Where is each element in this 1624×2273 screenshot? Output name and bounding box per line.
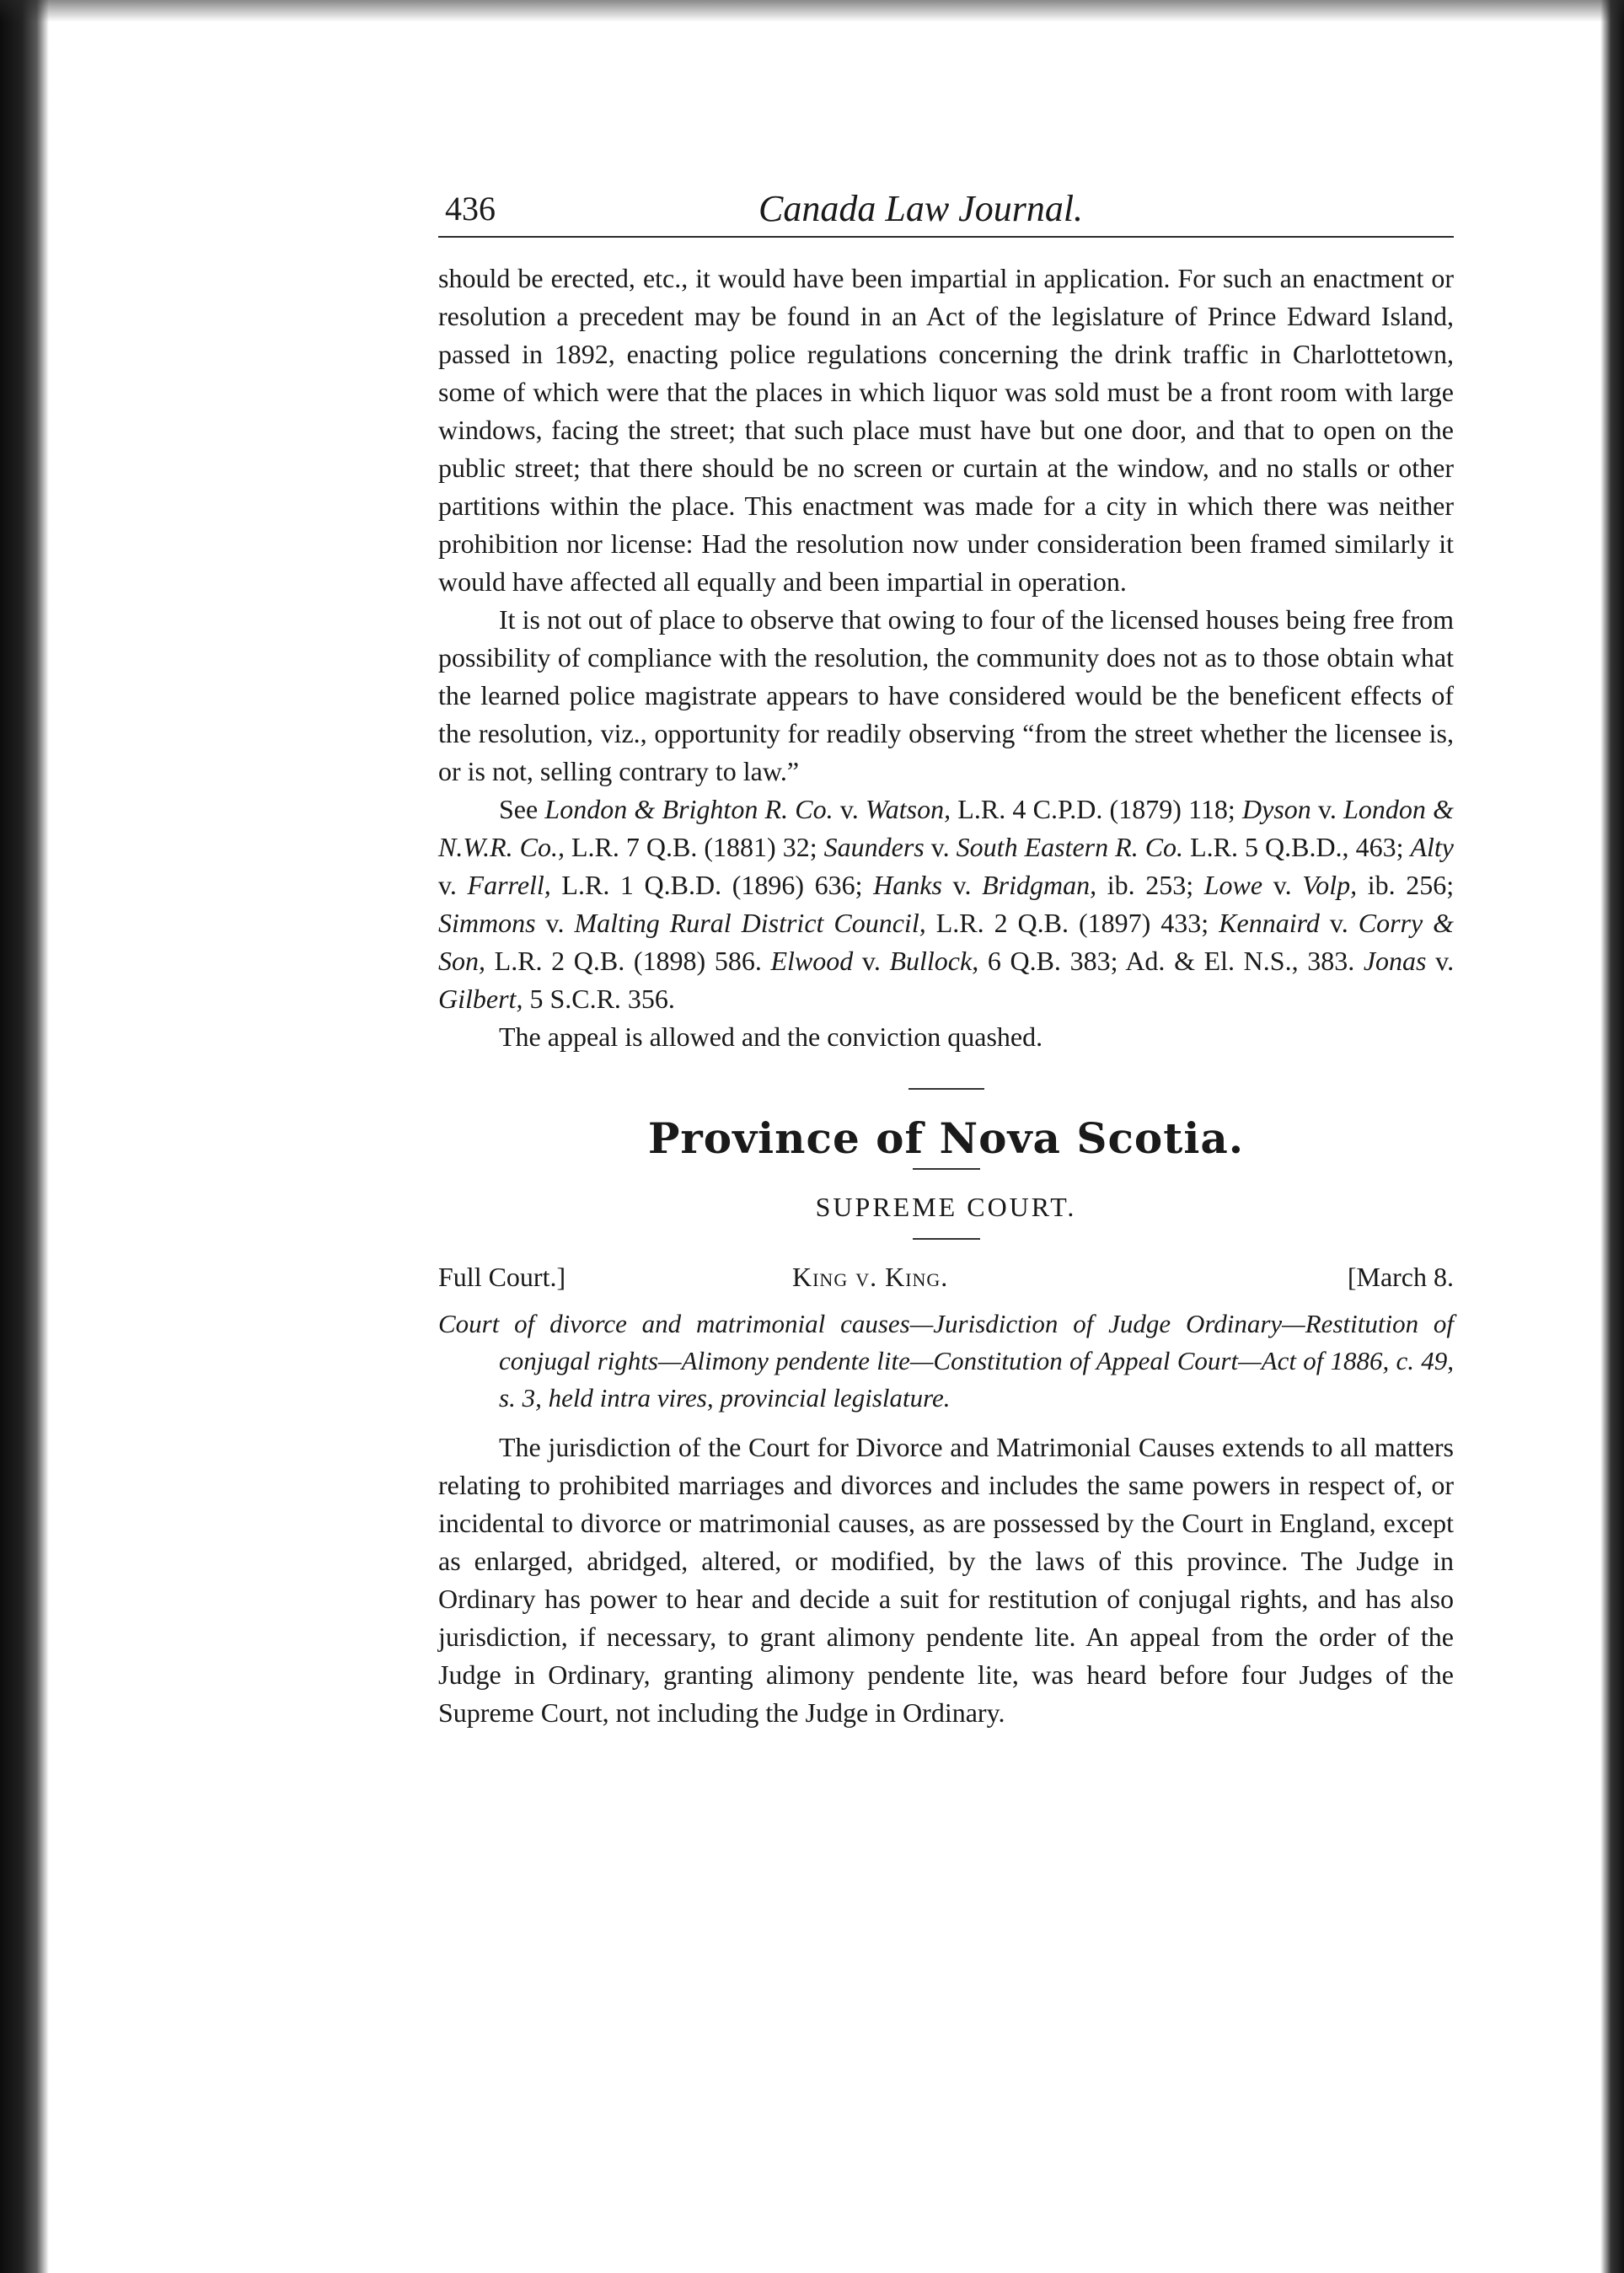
journal-page [438,177,1454,1732]
citation-party: London & Brighton R. Co. [544,794,833,824]
citation-party: Malting Rural District Council, [574,908,926,938]
headnote: Court of divorce and matrimonial causes—Jurisdiction of Judge Ordinary—Restitution of conjugal rights—Alimony pendente lite—Constitution of Appeal Court—Act of 1886, c. 49, s. 3, held intra vires, provincial legislature. [438,1309,1454,1413]
paragraph-continued: should be erected, etc., it would have been impartial in application. For such an enactment or resolution a precedent may be found in an Act of the legislature of Prince Edward Island, passed in 1892, enacting police regulations concerning the drink traffic in Charlottetown, some of which were that the places in which liquor was sold must be a front room with large windows, facing the street; that such place must have but one door, and that to open on the public street; that there should be no screen or curtain at the window, and no stalls or other partitions within the place. This enactment was made for a city in which there was neither prohibition nor license: Had the resolution now under consideration been framed similarly it would have affected all equally and been impartial in operation. [438,263,1454,597]
citation-reference: L.R. 4 C.P.D. (1879) 118; [957,794,1235,824]
citation-party: Gilbert, [438,984,523,1014]
court-rule [913,1238,980,1240]
holding-paragraph: The jurisdiction of the Court for Divorce and Matrimonial Causes extends to all matters relating to prohibited marriages and divorces and includes the same powers in respect of, or incidental to divorce or matrimonial causes, as are possessed by the Court in England, except as enlarged, abridged, altered, or modified, by the laws of this province. The Judge in Ordinary has power to hear and decide a suit for restitution of conjugal rights, and has also jurisdiction, if necessary, to grant alimony pendente lite. An appeal from the order of the Judge in Ordinary, granting alimony pendente lite, was heard before four Judges of the Supreme Court, not including the Judge in Ordinary. [438,1432,1454,1728]
citation-reference: ib. 253; [1107,870,1194,900]
citation-reference: L.R. 2 Q.B. (1897) 433; [935,908,1209,938]
page-number: 436 [445,190,496,228]
citation-versus: v. [839,794,859,824]
citation-party: Watson, [866,794,951,824]
citation-party: Saunders [823,832,925,862]
scan-edge-top [0,0,1624,22]
citation-reference: 6 Q.B. 383; Ad. & El. N.S., 383. [987,946,1355,976]
citation-versus: v. [1435,946,1455,976]
case-caption [438,1262,1454,1300]
citation-party: Bullock, [889,946,979,976]
section-divider [908,1088,984,1090]
paragraph-citations [438,791,1454,1018]
citation-versus: v. [930,832,950,862]
citation-versus: v. [1317,794,1337,824]
citation-reference: L.R. 2 Q.B. (1898) 586. [494,946,762,976]
citation-versus: v. [545,908,565,938]
running-head [438,177,1454,238]
paragraph-disposition: The appeal is allowed and the conviction quashed. [499,1021,1043,1052]
court-name: SUPREME COURT. [815,1192,1077,1222]
citation-party: Bridgman, [982,870,1097,900]
citation-reference: L.R. 5 Q.B.D., 463; [1190,832,1404,862]
citation-reference: L.R. 7 Q.B. (1881) 32; [571,832,817,862]
scan-edge-left [0,0,49,2273]
citation-reference: ib. 256; [1367,870,1455,900]
citation-versus: v. [861,946,881,976]
citation-versus: v. [952,870,972,900]
citation-party: Simmons [438,908,536,938]
citation-party: London & N.W.R. Co., [438,794,1455,862]
citation-party: South Eastern R. Co. [956,832,1184,862]
citation-party: Elwood [770,946,854,976]
citation-party: Lowe [1203,870,1263,900]
citation-versus: v. [438,870,457,900]
case-title: King v. King. [792,1262,949,1292]
citation-party: Volp, [1302,870,1358,900]
body-text [438,260,1454,1056]
citation-party: Alty [1410,832,1454,862]
paragraph-observation: It is not out of place to observe that owing to four of the licensed houses being free from possibility of compliance with the resolution, the community does not as to those obtain what the learned police magistrate appears to have considered would be the beneficent effects of the resolution, viz., opportunity for readily observing “from the street whether the licensee is, or is not, selling contrary to law.” [438,604,1454,786]
citation-party: Jonas [1363,946,1427,976]
citation-party: Dyson [1242,794,1311,824]
citation-reference: 5 S.C.R. 356. [529,984,675,1014]
citation-party: Corry & Son, [438,908,1455,976]
citation-versus: v. [1273,870,1292,900]
case-court: Full Court.] [438,1262,566,1292]
scan-edge-right [1600,0,1624,2273]
citation-party: Kennaird [1219,908,1320,938]
case-date: [March 8. [1347,1262,1454,1292]
citation-see: See [499,794,539,824]
citation-versus: v. [1329,908,1348,938]
journal-title: Canada Law Journal. [758,188,1084,229]
citation-party: Farrell, [467,870,551,900]
citation-reference: L.R. 1 Q.B.D. (1896) 636; [561,870,863,900]
citation-party: Hanks [873,870,942,900]
province-heading: Province of Nova Scotia. [647,1113,1245,1163]
heading-rule [913,1168,980,1170]
